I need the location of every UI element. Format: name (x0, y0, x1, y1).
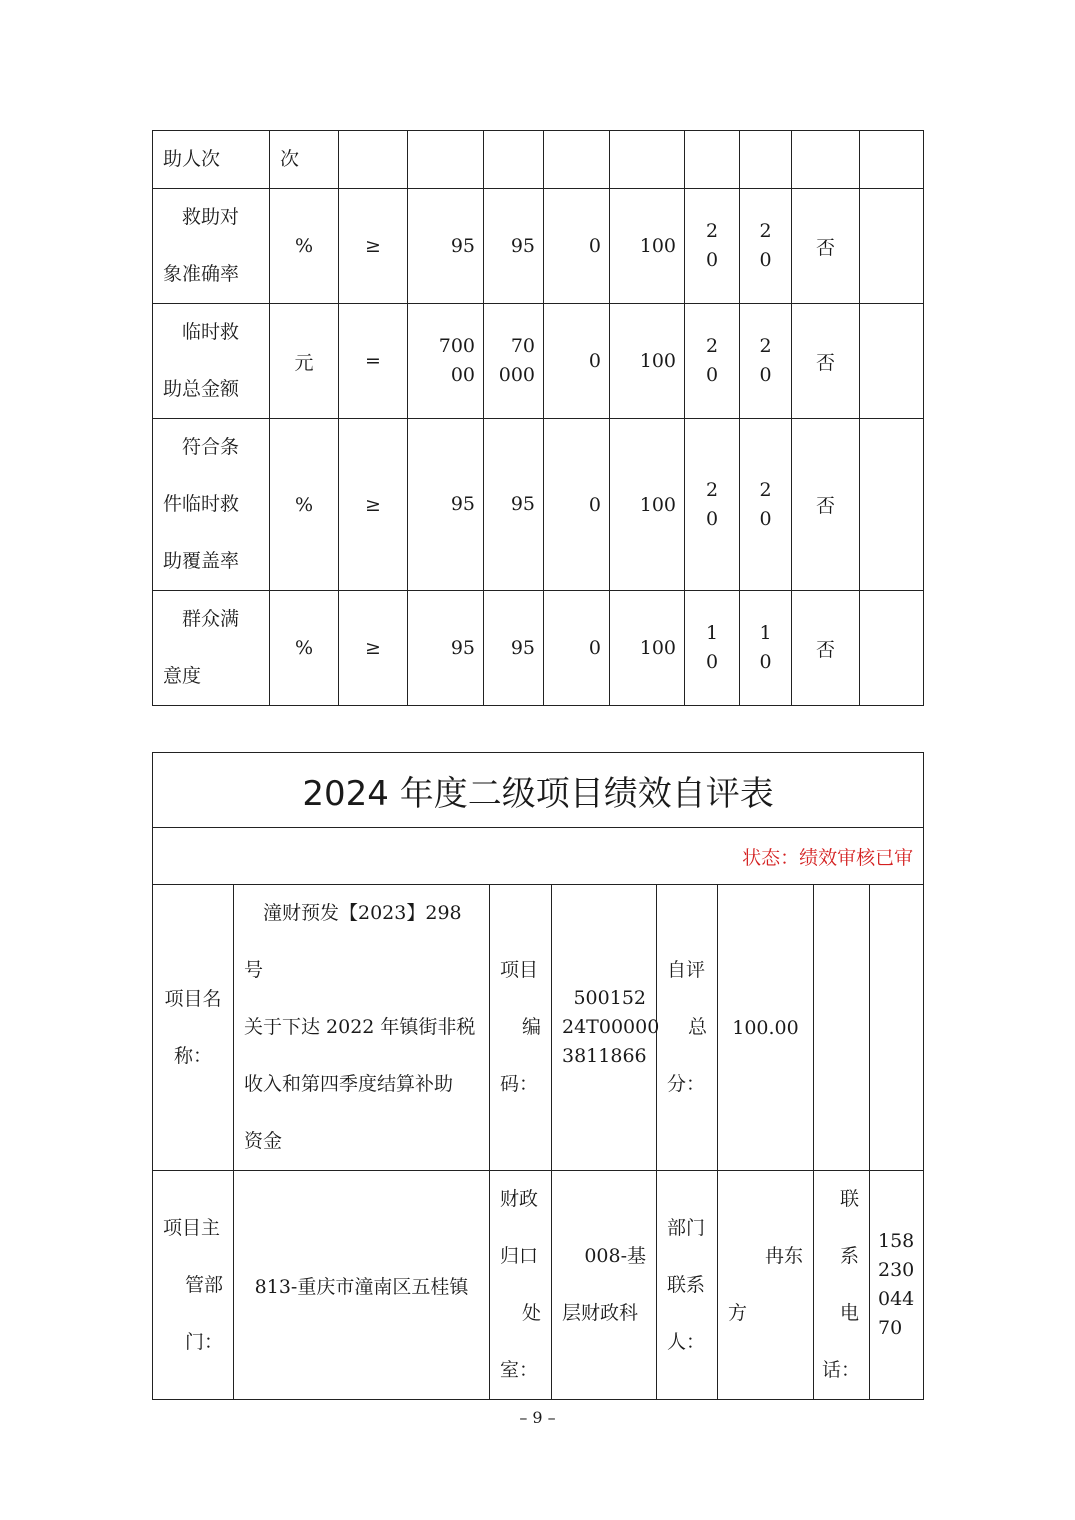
self-score-value: 100.00 (718, 885, 814, 1171)
finance-office-value: 008-基 层财政科 (552, 1171, 657, 1400)
deviation-cell: 0 (544, 304, 610, 419)
flag-cell: 否 (792, 419, 860, 591)
self-score-label: 自评 总 分： (657, 885, 718, 1171)
actual-cell: 95 (484, 419, 544, 591)
actual-cell (484, 131, 544, 189)
operator-cell (339, 131, 408, 189)
page-number: – 9 – (519, 1408, 556, 1427)
deviation-cell (544, 131, 610, 189)
actual-cell: 70 000 (484, 304, 544, 419)
indicator-name: 救助对 象准确率 (153, 189, 270, 304)
phone-value: 158 230 044 70 (870, 1171, 924, 1400)
weight-cell (685, 131, 740, 189)
operator-cell: ≥ (339, 189, 408, 304)
contact-value: 冉东 方 (718, 1171, 814, 1400)
empty-cell (860, 591, 924, 706)
target-cell: 95 (408, 189, 484, 304)
indicator-name: 临时救 助总金额 (153, 304, 270, 419)
project-name-label: 项目名 称： (153, 885, 234, 1171)
operator-cell: = (339, 304, 408, 419)
status-label: 状态：绩效审核已审 (153, 828, 924, 885)
full-score-cell: 100 (610, 419, 685, 591)
unit-cell: 次 (270, 131, 339, 189)
flag-cell: 否 (792, 304, 860, 419)
indicator-name: 符合条 件临时救 助覆盖率 (153, 419, 270, 591)
indicator-name: 助人次 (153, 131, 270, 189)
project-name-value: 潼财预发【2023】298 号 关于下达 2022 年镇街非税 收入和第四季度结算补助 资金 (234, 885, 490, 1171)
weight-cell: 1 0 (685, 591, 740, 706)
performance-form-table (152, 752, 924, 1400)
weight-cell: 2 0 (685, 189, 740, 304)
unit-cell: % (270, 189, 339, 304)
indicator-row (153, 591, 924, 706)
actual-cell: 95 (484, 591, 544, 706)
operator-cell: ≥ (339, 591, 408, 706)
unit-cell: % (270, 591, 339, 706)
weight-cell: 2 0 (685, 419, 740, 591)
score-cell (740, 131, 792, 189)
indicator-table (152, 130, 924, 706)
deviation-cell: 0 (544, 591, 610, 706)
unit-cell: % (270, 419, 339, 591)
indicator-row (153, 419, 924, 591)
full-score-cell: 100 (610, 591, 685, 706)
target-cell (408, 131, 484, 189)
full-score-cell: 100 (610, 304, 685, 419)
deviation-cell: 0 (544, 189, 610, 304)
empty-cell (860, 419, 924, 591)
score-cell: 2 0 (740, 419, 792, 591)
empty-cell (860, 189, 924, 304)
indicator-row (153, 189, 924, 304)
target-cell: 700 00 (408, 304, 484, 419)
indicator-name: 群众满 意度 (153, 591, 270, 706)
operator-cell: ≥ (339, 419, 408, 591)
phone-label: 联 系 电 话： (814, 1171, 870, 1400)
unit-cell: 元 (270, 304, 339, 419)
project-code-label: 项目 编 码： (490, 885, 552, 1171)
flag-cell: 否 (792, 591, 860, 706)
score-cell: 2 0 (740, 304, 792, 419)
target-cell: 95 (408, 419, 484, 591)
indicator-row (153, 131, 924, 189)
finance-office-label: 财政 归口 处 室： (490, 1171, 552, 1400)
weight-cell: 2 0 (685, 304, 740, 419)
full-score-cell (610, 131, 685, 189)
score-cell: 2 0 (740, 189, 792, 304)
empty-cell (870, 885, 924, 1171)
contact-label: 部门 联系 人： (657, 1171, 718, 1400)
dept-label: 项目主 管部 门： (153, 1171, 234, 1400)
empty-cell (860, 131, 924, 189)
actual-cell: 95 (484, 189, 544, 304)
indicator-row (153, 304, 924, 419)
flag-cell (792, 131, 860, 189)
flag-cell: 否 (792, 189, 860, 304)
empty-cell (860, 304, 924, 419)
full-score-cell: 100 (610, 189, 685, 304)
score-cell: 1 0 (740, 591, 792, 706)
target-cell: 95 (408, 591, 484, 706)
dept-value: 813-重庆市潼南区五桂镇 (234, 1171, 490, 1400)
form-title: 2024 年度二级项目绩效自评表 (153, 753, 924, 828)
project-code-value: 500152 24T00000 3811866 (552, 885, 657, 1171)
empty-cell (814, 885, 870, 1171)
deviation-cell: 0 (544, 419, 610, 591)
